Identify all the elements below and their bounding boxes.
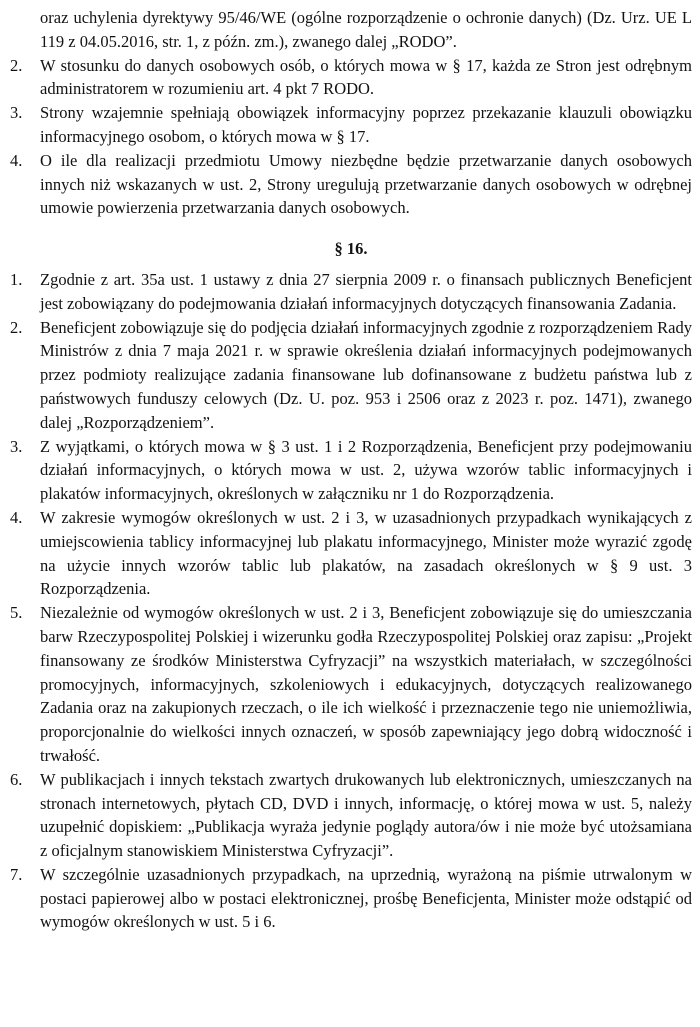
list-item-text: W zakresie wymogów określonych w ust. 2 i 3, w uzasadnionych przypadkach wynikających z umiejscowienia tablicy informacyjnej lub plakatu informacyjnego, Minister może wyrazić zgodę na użycie innych wzorów tablic lub plakatów, na zasadach określonych w § 9 ust. 3 Rozporządzenia.: [40, 507, 692, 599]
list-item-text: W szczególnie uzasadnionych przypadkach, na uprzednią, wyrażoną na piśmie utrwalonym w postaci papierowej albo w postaci elektronicznej, prośbę Beneficjenta, Minister może odstąpić od wymogów określonych w ust. 5 i 6.: [40, 864, 692, 932]
list-item-text: Beneficjent zobowiązuje się do podjęcia działań informacyjnych zgodnie z rozporządzeniem Rady Ministrów z dnia 7 maja 2021 r. w sprawie określenia działań informacyjnych podejmowanych przez podmioty realizujące zadania finansowane lub dofinansowane z budżetu państwa lub z państwowych funduszy celowych (Dz. U. poz. 953 i 2506 oraz z 2023 r. poz. 1471), zwanego dalej „Rozporządzeniem”.: [40, 317, 692, 432]
list-item: [10, 149, 692, 220]
list-item-number: 3.: [10, 103, 23, 123]
rodo-list: [10, 54, 692, 221]
list-item: [10, 316, 692, 435]
section-16-list: [10, 268, 692, 934]
paragraph-continuation: oraz uchylenia dyrektywy 95/46/WE (ogólne rozporządzenie o ochronie danych) (Dz. Urz. UE L 119 z 04.05.2016, str. 1, z późn. zm.), zwanego dalej „RODO”.: [40, 8, 692, 51]
list-item-text: W publikacjach i innych tekstach zwartych drukowanych lub elektronicznych, umieszczanych na stronach internetowych, płytach CD, DVD i innych, informację, o której mowa w ust. 5, należy uzupełnić dopiskiem: „Publikacja wyraża jedynie poglądy autora/ów i nie może być utożsamiana z oficjalnym stanowiskiem Ministerstwa Cyfryzacji”.: [40, 769, 692, 861]
list-item: [10, 601, 692, 768]
section-heading: § 16.: [334, 239, 368, 259]
list-item-text: Strony wzajemnie spełniają obowiązek informacyjny poprzez przekazanie klauzuli obowiązku informacyjnego osobom, o których mowa w § 17.: [40, 103, 692, 146]
list-item-number: 5.: [10, 603, 23, 623]
list-item: [10, 101, 692, 149]
list-item-text: W stosunku do danych osobowych osób, o których mowa w § 17, każda ze Stron jest odrębnym administratorem w rozumieniu art. 4 pkt 7 RODO.: [40, 55, 692, 99]
list-item: [10, 506, 692, 601]
list-item-number: 6.: [10, 769, 23, 789]
list-item: [10, 768, 692, 863]
list-item: [10, 54, 692, 102]
list-item-number: 4.: [10, 507, 23, 527]
list-item-number: 2.: [10, 317, 23, 337]
list-item-number: 4.: [10, 150, 23, 170]
list-item-text: O ile dla realizacji przedmiotu Umowy niezbędne będzie przetwarzanie danych osobowych innych niż wskazanych w ust. 2, Strony uregulują przetwarzanie danych osobowych w odrębnej umowie powierzenia przetwarzania danych osobowych.: [40, 150, 692, 218]
list-item-number: 2.: [10, 55, 23, 75]
list-item-number: 3.: [10, 436, 23, 456]
list-item-number: 7.: [10, 864, 23, 884]
list-item-number: 1.: [10, 269, 23, 289]
list-item: [10, 863, 692, 934]
list-item: [10, 435, 692, 506]
list-item-text: Niezależnie od wymogów określonych w ust. 2 i 3, Beneficjent zobowiązuje się do umieszczania barw Rzeczypospolitej Polskiej i wizerunku godła Rzeczypospolitej Polskiej oraz zapisu: „Projekt finansowany ze środków Ministerstwa Cyfryzacji” na wszystkich materiałach, w szczególności promocyjnych, informacyjnych, szkoleniowych i edukacyjnych, dotyczących realizowanego Zadania oraz na zakupionych rzeczach, o ile ich wielkość i przeznaczenie tego nie uniemożliwia, proporcjonalnie do wielkości innych oznaczeń, w sposób zapewniający jego dobrą widoczność i trwałość.: [40, 603, 692, 765]
list-item-text: Zgodnie z art. 35a ust. 1 ustawy z dnia 27 sierpnia 2009 r. o finansach publicznych Beneficjent jest zobowiązany do podejmowania działań informacyjnych dotyczących finansowania Zadania.: [40, 269, 692, 313]
list-item-text: Z wyjątkami, o których mowa w § 3 ust. 1 i 2 Rozporządzenia, Beneficjent przy podejmowaniu działań informacyjnych, o których mowa w ust. 2, używa wzorów tablic informacyjnych i plakatów informacyjnych, określonych w załączniku nr 1 do Rozporządzenia.: [40, 436, 692, 504]
list-item: [10, 268, 692, 316]
